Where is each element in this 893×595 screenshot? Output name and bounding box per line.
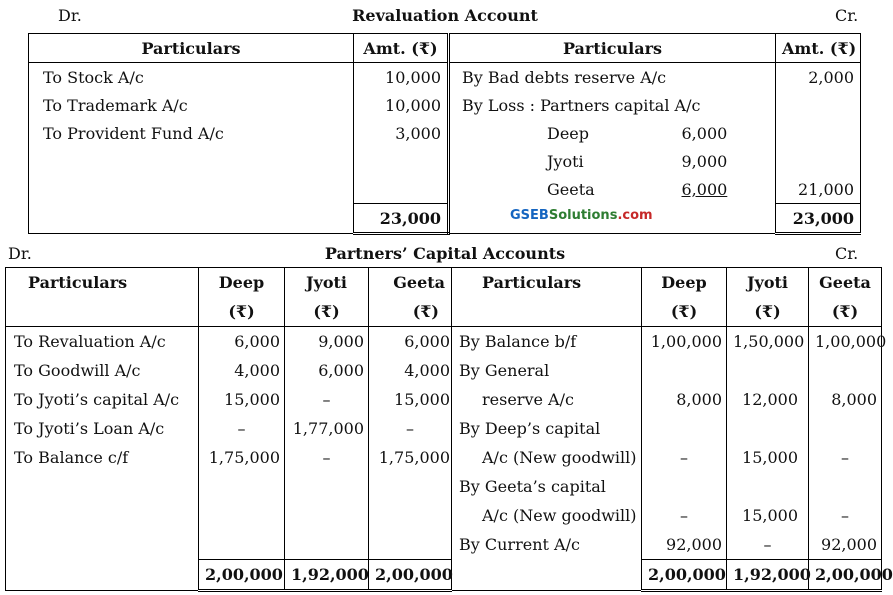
cap-debit-jyoti (285, 530, 369, 560)
cap-debit-deep: 6,000 (199, 327, 285, 357)
revaluation-table (28, 33, 861, 235)
cap-cr-label: Cr. (835, 244, 859, 263)
cap-unit: (₹) (369, 297, 452, 327)
cap-debit-deep (199, 530, 285, 560)
cap-debit-jyoti: – (285, 443, 369, 472)
rev-debit-label: To Trademark A/c (29, 91, 354, 119)
cap-jyoti-header: Jyoti (285, 268, 369, 298)
rev-loss-total: 21,000 (798, 179, 854, 199)
cap-total-deep-cr: 2,00,000 (642, 560, 727, 591)
rev-debit-amount: 3,000 (354, 119, 449, 147)
cap-debit-geeta: 4,000 (369, 356, 452, 385)
cap-debit-jyoti (285, 472, 369, 501)
rev-credit-label: By Loss : Partners capital A/c (449, 91, 776, 119)
cap-credit-geeta (809, 472, 882, 501)
cap-debit-jyoti: 9,000 (285, 327, 369, 357)
rev-row (29, 119, 861, 147)
rev-debit-amount: 10,000 (354, 91, 449, 119)
rev-total-debit: 23,000 (354, 204, 449, 234)
rev-total-credit: 23,000 (776, 204, 861, 234)
cap-geeta-header-cr: Geeta (819, 273, 871, 292)
cap-credit-deep: – (642, 443, 727, 472)
cap-debit-deep: 4,000 (199, 356, 285, 385)
cap-credit-jyoti (727, 356, 809, 385)
rev-partner-name: Deep (547, 123, 590, 143)
cap-debit-geeta (369, 501, 452, 530)
rev-partner-name: Jyoti (547, 151, 584, 171)
cap-credit-geeta (809, 414, 882, 443)
cap-debit-jyoti: 6,000 (285, 356, 369, 385)
cap-debit-jyoti (285, 501, 369, 530)
rev-header-row (29, 34, 861, 63)
cap-credit-geeta: – (841, 448, 849, 467)
cap-credit-deep: 1,00,000 (642, 327, 727, 357)
cap-credit-label: By Balance b/f (452, 327, 642, 357)
cap-credit-deep (642, 356, 727, 385)
rev-total-row (29, 204, 861, 234)
rev-amount-header-cr: Amt. (₹) (776, 34, 861, 63)
cap-credit-jyoti (727, 414, 809, 443)
cap-debit-geeta (369, 530, 452, 560)
cap-debit-deep: 1,75,000 (199, 443, 285, 472)
rev-dr-label: Dr. (58, 6, 82, 25)
cap-credit-jyoti: 1,50,000 (727, 327, 809, 357)
cap-credit-deep: – (642, 501, 727, 530)
cap-title: Partners’ Capital Accounts (324, 244, 566, 263)
rev-partner-amount: 6,000 (681, 179, 728, 199)
cap-debit-geeta: 15,000 (369, 385, 452, 414)
cap-credit-geeta: – (841, 506, 849, 525)
cap-unit: (₹) (642, 297, 727, 327)
cap-debit-label: To Revaluation A/c (6, 327, 199, 357)
rev-row (29, 147, 861, 175)
cap-debit-deep (199, 472, 285, 501)
capital-table (5, 267, 893, 592)
cap-credit-deep (642, 414, 727, 443)
cap-debit-deep (199, 501, 285, 530)
cap-row (6, 414, 882, 443)
cap-jyoti-header-cr: Jyoti (727, 268, 809, 298)
cap-debit-deep: – (199, 414, 285, 443)
rev-partner-name: Geeta (547, 179, 595, 199)
cap-debit-label (6, 472, 199, 501)
cap-debit-label: To Balance c/f (6, 443, 199, 472)
cap-credit-deep: 92,000 (642, 530, 727, 560)
rev-debit-label: To Provident Fund A/c (29, 119, 354, 147)
cap-unit: (₹) (199, 297, 285, 327)
cap-deep-header-cr: Deep (642, 268, 727, 298)
cap-credit-geeta (809, 356, 882, 385)
cap-debit-jyoti: 1,77,000 (285, 414, 369, 443)
cap-debit-label (6, 501, 199, 530)
cap-geeta-header: Geeta (369, 268, 452, 298)
cap-credit-geeta: 1,00,000 (815, 332, 887, 351)
cap-row (6, 530, 882, 560)
rev-debit-amount: 10,000 (354, 63, 449, 92)
cap-debit-jyoti: – (285, 385, 369, 414)
cap-total-geeta-cr: 2,00,000 (809, 560, 882, 591)
cap-credit-label: By Geeta’s capital (452, 472, 642, 501)
cap-row (6, 501, 882, 530)
cap-debit-geeta (369, 472, 452, 501)
cap-total-jyoti-cr: 1,92,000 (727, 560, 809, 591)
cap-total-deep-dr: 2,00,000 (199, 560, 285, 591)
cap-deep-header: Deep (199, 268, 285, 298)
cap-credit-label: reserve A/c (452, 385, 642, 414)
rev-particulars-header: Particulars (29, 34, 354, 63)
cap-credit-label: By General (452, 356, 642, 385)
rev-partner-amount: 9,000 (676, 147, 776, 175)
cap-debit-geeta: 1,75,000 (369, 443, 452, 472)
cap-credit-jyoti: 15,000 (727, 501, 809, 530)
cap-row (6, 356, 882, 385)
cap-debit-geeta: 6,000 (369, 327, 452, 357)
cap-particulars-header: Particulars (6, 268, 199, 298)
rev-cr-label: Cr. (835, 6, 859, 25)
cap-credit-jyoti: – (727, 530, 809, 560)
cap-row (6, 472, 882, 501)
rev-amount-header: Amt. (₹) (354, 34, 449, 63)
cap-total-geeta-dr: 2,00,000 (369, 560, 452, 591)
cap-unit: (₹) (809, 297, 882, 327)
cap-credit-geeta: 92,000 (821, 535, 877, 554)
cap-credit-label: By Current A/c (452, 530, 642, 560)
cap-debit-label: To Jyoti’s capital A/c (6, 385, 199, 414)
cap-credit-jyoti (727, 472, 809, 501)
cap-credit-label: By Deep’s capital (452, 414, 642, 443)
cap-row (6, 443, 882, 472)
cap-debit-label (6, 530, 199, 560)
cap-credit-jyoti: 15,000 (727, 443, 809, 472)
rev-credit-amount: 2,000 (808, 67, 854, 87)
rev-row (29, 63, 861, 92)
cap-debit-deep: 15,000 (199, 385, 285, 414)
cap-dr-label: Dr. (8, 244, 32, 263)
cap-header-row-1 (6, 268, 882, 298)
cap-total-jyoti-dr: 1,92,000 (285, 560, 369, 591)
rev-credit-label: By Bad debts reserve A/c (449, 63, 776, 92)
rev-row (29, 91, 861, 119)
cap-credit-geeta: 8,000 (831, 390, 877, 409)
cap-row (6, 327, 882, 357)
cap-debit-label: To Goodwill A/c (6, 356, 199, 385)
watermark-logo: GSEBSolutions.com (510, 207, 653, 223)
rev-partner-amount: 6,000 (676, 119, 776, 147)
cap-total-row (6, 560, 882, 591)
rev-title: Revaluation Account (352, 6, 538, 25)
rev-particulars-header-cr: Particulars (449, 34, 776, 63)
cap-unit: (₹) (285, 297, 369, 327)
cap-row (6, 385, 882, 414)
cap-debit-label: To Jyoti’s Loan A/c (6, 414, 199, 443)
cap-header-row-2 (6, 297, 882, 327)
rev-debit-label: To Stock A/c (29, 63, 354, 92)
cap-credit-deep (642, 472, 727, 501)
cap-credit-jyoti: 12,000 (727, 385, 809, 414)
cap-debit-geeta: – (369, 414, 452, 443)
cap-unit: (₹) (727, 297, 809, 327)
cap-credit-deep: 8,000 (642, 385, 727, 414)
cap-credit-label: A/c (New goodwill) (452, 443, 642, 472)
cap-particulars-header-cr: Particulars (452, 268, 642, 298)
cap-credit-label: A/c (New goodwill) (452, 501, 642, 530)
rev-row (29, 175, 861, 204)
